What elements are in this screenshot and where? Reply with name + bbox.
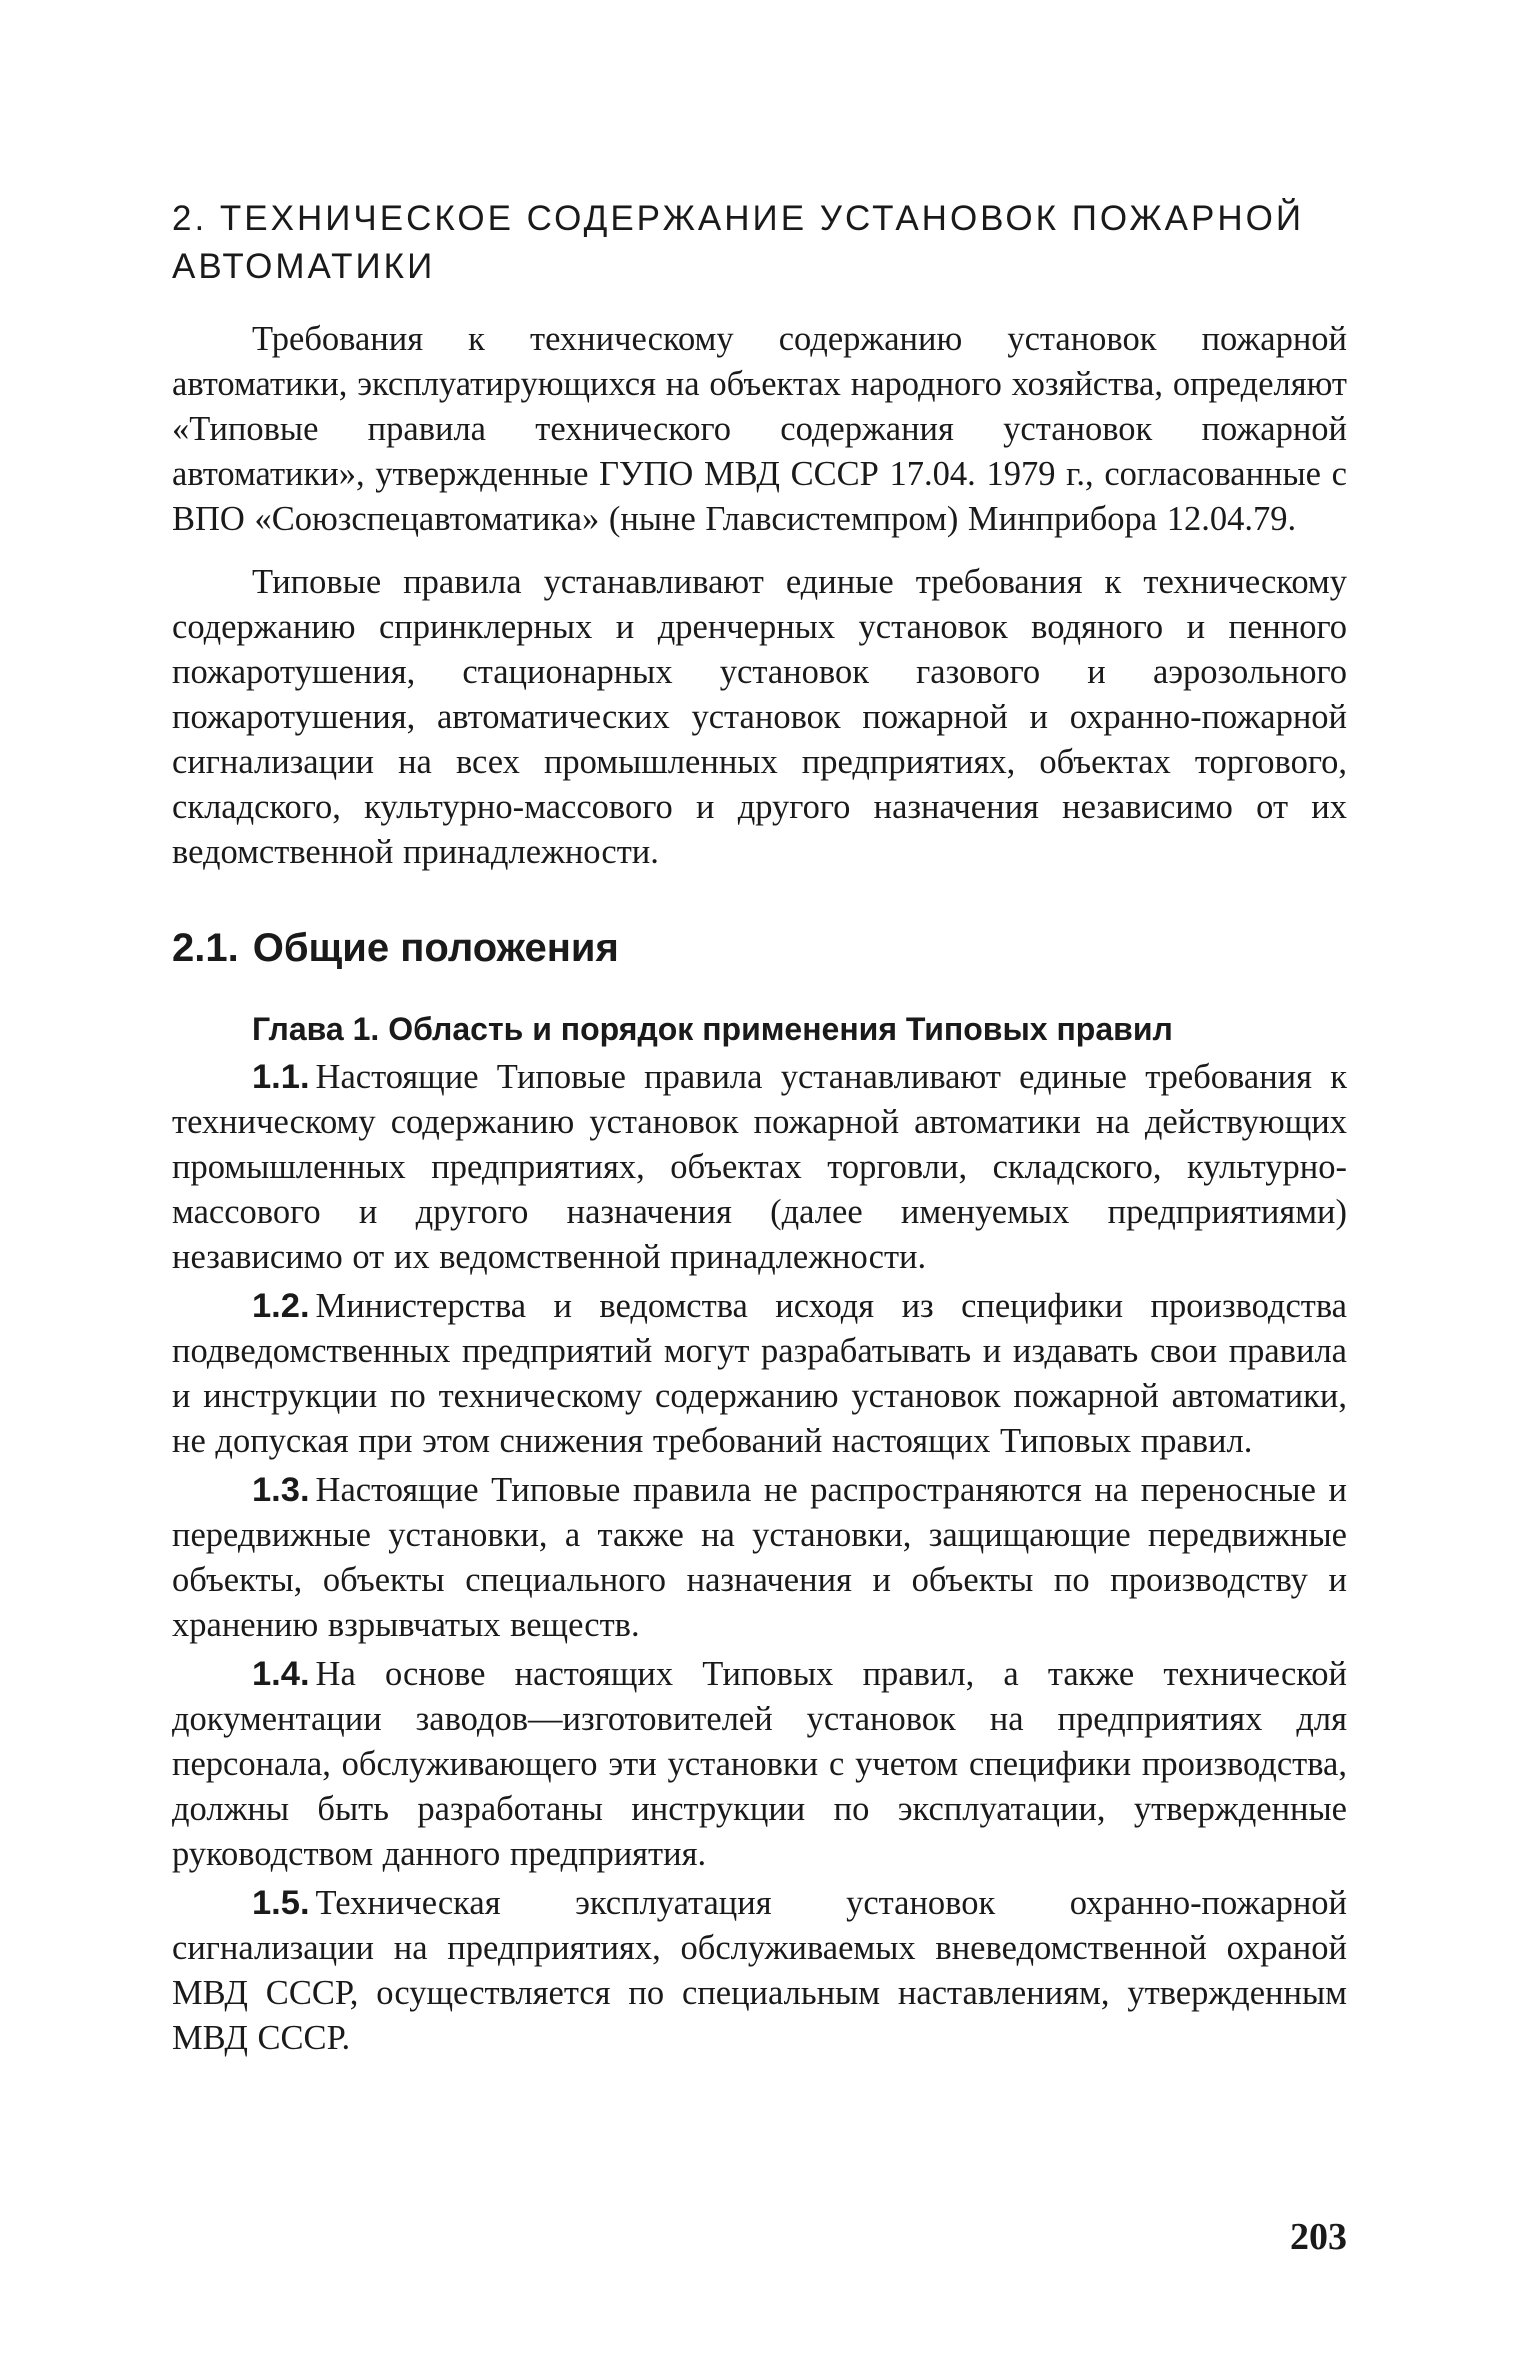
chapter-title-line2: АВТОМАТИКИ bbox=[172, 247, 436, 286]
section-number: 2.1. bbox=[172, 926, 239, 970]
clause-1-4 bbox=[172, 1652, 1347, 1877]
clause-number: 1.4. bbox=[252, 1655, 310, 1693]
chapter-title-line1: 2. ТЕХНИЧЕСКОЕ СОДЕРЖАНИЕ УСТАНОВОК ПОЖАРНОЙ bbox=[172, 199, 1304, 238]
clause-number: 1.2. bbox=[252, 1287, 310, 1325]
subsection-heading: Глава 1. Область и порядок применения Типовых правил bbox=[252, 1011, 1173, 1047]
section-title-text: Общие положения bbox=[252, 926, 619, 970]
clause-1-5 bbox=[172, 1881, 1347, 2061]
clause-number: 1.3. bbox=[252, 1471, 310, 1509]
clause-number: 1.5. bbox=[252, 1884, 310, 1922]
clause-1-2 bbox=[172, 1284, 1347, 1464]
clause-text: Техническая эксплуатация установок охранно-пожарной сигнализации на предприятиях, обслуживаемых вневедомственной охраной МВД СССР, осуществляется по специальным наставлениям, утвержденным МВД СССР. bbox=[172, 1884, 1347, 2057]
intro-paragraph-1: Требования к техническому содержанию установок пожарной автоматики, эксплуатирующихся на объектах народного хозяйства, определяют «Типовые правила технического содержания установок пожарной автоматики», утвержденные ГУПО МВД СССР 17.04. 1979 г., согласованные с ВПО «Союзспецавтоматика» (ныне Главсистемпром) Минприбора 12.04.79. bbox=[172, 320, 1347, 538]
clause-text: Министерства и ведомства исходя из специфики производства подведомственных предприятий могут разрабатывать и издавать свои правила и инструкции по техническому содержанию установок пожарной автоматики, не допуская при этом снижения требований настоящих Типовых правил. bbox=[172, 1287, 1347, 1460]
chapter-title bbox=[172, 195, 1347, 291]
page-content bbox=[172, 195, 1347, 2065]
clause-number: 1.1. bbox=[252, 1058, 310, 1096]
section-title bbox=[172, 923, 1347, 973]
page-number: 203 bbox=[1290, 2216, 1347, 2258]
clause-1-1 bbox=[172, 1055, 1347, 1280]
clause-1-3 bbox=[172, 1468, 1347, 1648]
clause-text: Настоящие Типовые правила устанавливают единые требования к техническому содержанию установок пожарной автоматики на действующих промышленных предприятиях, объектах торговли, складского, культурно-массового и другого назначения (далее именуемых предприятиями) независимо от их ведомственной принадлежности. bbox=[172, 1058, 1347, 1276]
intro-paragraph-2: Типовые правила устанавливают единые требования к техническому содержанию спринклерных и дренчерных установок водяного и пенного пожаротушения, стационарных установок газового и аэрозольного пожаротушения, автоматических установок пожарной и охранно-пожарной сигнализации на всех промышленных предприятиях, объектах торгового, складского, культурно-массового и другого назначения независимо от их ведомственной принадлежности. bbox=[172, 563, 1347, 871]
clause-text: Настоящие Типовые правила не распространяются на переносные и передвижные установки, а также на установки, защищающие передвижные объекты, объекты специального назначения и объекты по производству и хранению взрывчатых веществ. bbox=[172, 1471, 1347, 1644]
clause-text: На основе настоящих Типовых правил, а также технической документации заводов—изготовителей установок на предприятиях для персонала, обслуживающего эти установки с учетом специфики производства, должны быть разработаны инструкции по эксплуатации, утвержденные руководством данного предприятия. bbox=[172, 1655, 1347, 1873]
